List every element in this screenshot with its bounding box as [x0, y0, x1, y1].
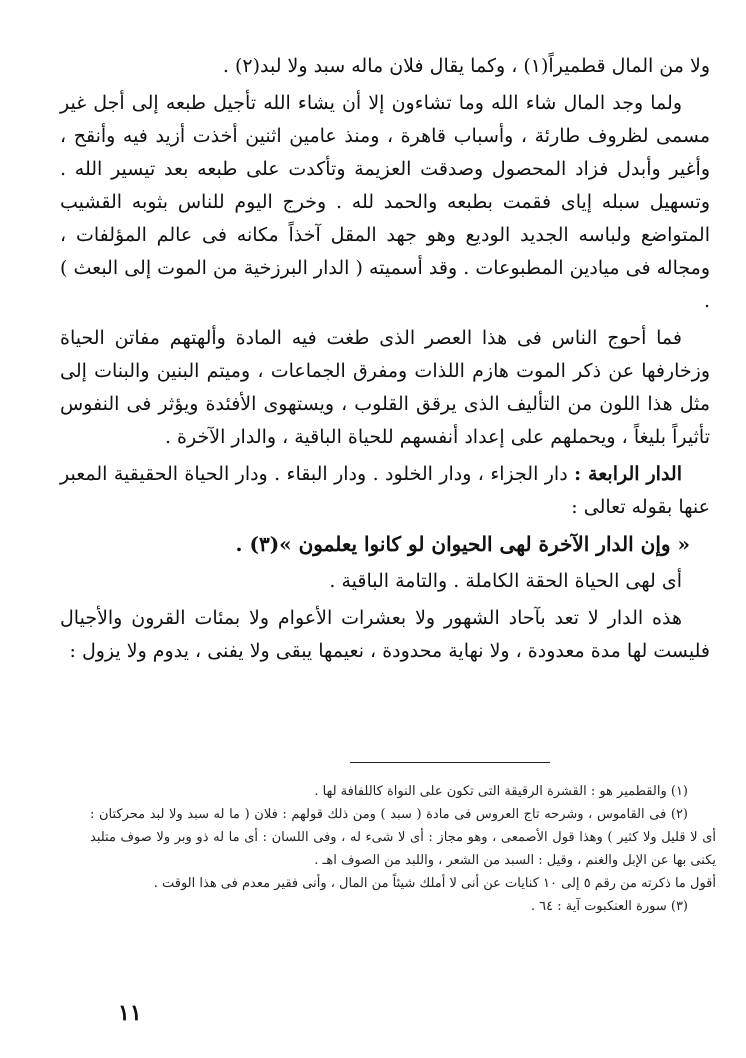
footnote-2: (٢) فى القاموس ، وشرحه تاج العروس فى مادة ( سبد ) ومن ذلك قولهم : فلان ( ما له سبد ولا لبد محركتان : أى لا قليل ولا كثير ) وهذا قول الأصمعى ، وهو مجاز : أى لا شىء له ، وفى اللسان : أى ما له ذو وبر ولا صوف متلبد يكنى بها عن الإبل والغنم ، وقيل : السبد من الشعر ، واللبد من الصوف اهـ .	[90, 807, 716, 868]
paragraph-5: أى لهى الحياة الحقة الكاملة . والتامة الباقية .	[329, 570, 682, 592]
paragraph-4-text: دار الجزاء ، ودار الخلود . ودار البقاء . ودار الحياة الحقيقية المعبر عنها بقوله تعالى :	[60, 463, 710, 518]
page-number: ١١	[118, 1000, 142, 1026]
footnote-1: (١) والقطمير هو : القشرة الرقيقة التى تكون على النواة كاللفافة لها .	[314, 784, 688, 799]
quran-quote: « وإن الدار الآخرة لهى الحيوان لو كانوا يعلمون »(٣) .	[235, 532, 690, 556]
footnote-divider	[350, 762, 550, 763]
main-text	[60, 50, 710, 672]
footnote-3: (٣) سورة العنكبوت آية : ٦٤ .	[530, 899, 688, 914]
section-heading: الدار الرابعة :	[574, 463, 682, 485]
paragraph-4	[60, 458, 710, 524]
footnotes	[90, 780, 716, 918]
paragraph-2: ولما وجد المال شاء الله وما تشاءون إلا أن يشاء الله تأجيل طبعه إلى أجل غير مسمى لظروف طارئة ، وأسباب قاهرة ، ومنذ عامين اثنين أخذت أزيد فيه وأنقح ، وأغير وأبدل فزاد المحصول وصدقت العزيمة وتأكدت على طبعه بعد تيسير الله . وتسهيل سبله إياى فقمت بطبعه والحمد لله . وخرج اليوم للناس بثوبه القشيب المتواضع ولباسه الجديد الوديع وهو جهد المقل آخذاً مكانه فى عالم المؤلفات ، ومجاله فى ميادين المطبوعات . وقد أسميته ( الدار البرزخية من الموت إلى البعث ) .	[60, 92, 710, 312]
paragraph-3: فما أحوج الناس فى هذا العصر الذى طغت فيه المادة وألهتهم مفاتن الحياة وزخارفها عن ذكر الموت هازم اللذات ومفرق الجماعات ، وميتم البنين والبنات إلى مثل هذا اللون من التأليف الذى يرقق القلوب ، ويستهوى الأفئدة ويؤثر فى النفوس تأثيراً بليغاً ، ويحملهم على إعداد أنفسهم للحياة الباقية ، والدار الآخرة .	[60, 327, 710, 448]
paragraph-6: هذه الدار لا تعد بآحاد الشهور ولا بعشرات الأعوام ولا بمئات القرون والأجيال فليست لها مدة معدودة ، ولا نهاية محدودة ، نعيمها يبقى ولا يفنى ، يدوم ولا يزول :	[60, 607, 710, 662]
footnote-2-continued: أقول ما ذكرته من رقم ٥ إلى ١٠ كنايات عن أنى لا أملك شيئاً من المال ، وأنى فقير معدم فى هذا الوقت .	[153, 876, 716, 891]
paragraph-1: ولا من المال قطميراً(١) ، وكما يقال فلان ماله سبد ولا لبد(٢) .	[222, 55, 710, 77]
